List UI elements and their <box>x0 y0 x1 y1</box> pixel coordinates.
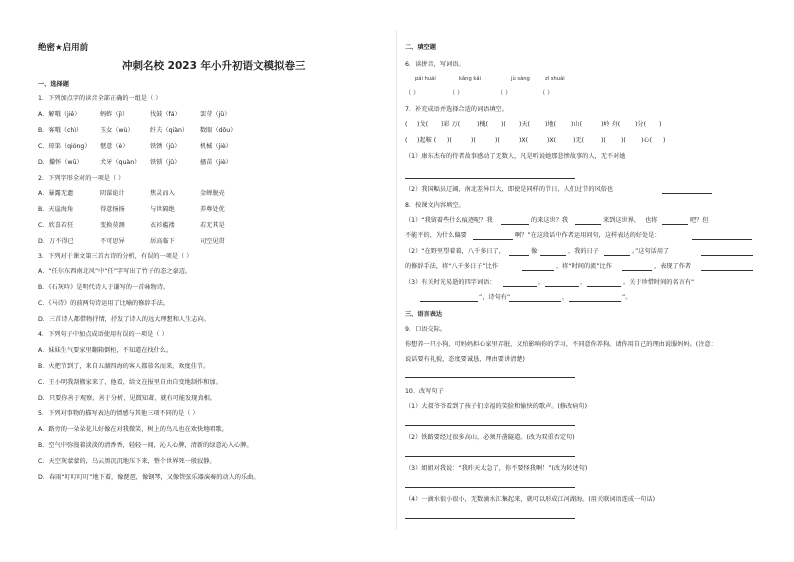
q8-sub-3a: （3）有关时光易逝的四字词语： <box>405 279 496 286</box>
answer-line[interactable] <box>604 255 630 256</box>
answer-line[interactable] <box>405 178 575 179</box>
q8-sub-2b: 像 <box>531 248 538 255</box>
q8-sub-3b: ， <box>538 279 545 286</box>
q1-option-a-2: 蚂蚱（jì） <box>100 111 129 118</box>
q1-option-d-4: 搔苗（jiè） <box>200 159 232 166</box>
answer-line[interactable] <box>503 286 537 287</box>
answer-line[interactable] <box>473 239 513 240</box>
answer-line[interactable] <box>405 518 575 519</box>
q8-sub-1g: 啊？”在这段话中作者运用问句，这样表达的好处是： <box>515 232 661 239</box>
q1-option-d-1: D．攥怀（wū） <box>38 159 83 166</box>
idiom-cell: )天( <box>519 121 531 128</box>
answer-line[interactable] <box>662 224 688 225</box>
q8-sub-1c: 来到这世界， <box>603 217 641 224</box>
question-3: 3．下列对于课文第三首古诗的分析，有误的一项是（ ） <box>38 253 193 260</box>
idiom-cell: )( <box>471 137 476 144</box>
q2-option-c-2: 变换莫测 <box>100 222 125 229</box>
idiom-cell: )( <box>501 121 506 128</box>
q1-option-c-2: 惬意（è） <box>100 143 129 150</box>
question-9: 9．口语交际。 <box>405 326 447 333</box>
q2-option-d-1: D．万不得已 <box>38 238 74 245</box>
q1-option-a-1: A．解哦（jiě） <box>38 111 81 118</box>
q4-option-c: C．王小明我刮搬家来了，他看，给文在报里自由自变地制作和加。 <box>38 379 222 386</box>
section-heading-choice: 一、选择题 <box>38 81 69 88</box>
q2-option-c-4: 若无其是 <box>200 222 225 229</box>
q8-sub-1d: 也将 <box>645 217 658 224</box>
idiom-cell: )戈( <box>417 121 429 128</box>
answer-line[interactable] <box>509 301 561 302</box>
idiom-cell: )X( <box>547 137 557 144</box>
q8-sub-2f: ，将“时间的流”比作 <box>556 263 612 270</box>
q5-option-d: D．春雨“叮叮叮叮”地下着，像琵琶，像钢琴，又像管弦乐器演奏的动人的乐曲。 <box>38 474 260 481</box>
q5-option-a: A．路旁的一朵朵花儿好像在对我微笑，树上的鸟儿也在欢快地唱歌。 <box>38 426 228 433</box>
q8-sub-1f: 不能平的，为什么偏要 <box>405 232 467 239</box>
question-1: 1．下列加点字的读音全部正确的一组是（ ） <box>38 95 162 102</box>
q1-option-b-3: 纤夫（qiàn） <box>150 127 189 134</box>
q9-text-2: 说话要有礼貌，态度要诚恳，理由要讲清楚) <box>405 356 525 363</box>
q10-sub-3: （3）姐姐对我说：“我昨天太急了，你不要怪我啊！”(改为转述句) <box>405 465 588 472</box>
right-page <box>397 0 794 562</box>
q2-option-d-4: 司空见贯 <box>200 238 225 245</box>
idiom-cell: )槐( <box>477 121 489 128</box>
answer-line[interactable] <box>405 425 575 426</box>
secret-mark: 绝密★启用前 <box>38 43 89 53</box>
q8-sub-3g: ”。 <box>622 294 632 301</box>
q1-option-b-2: 玉女（wù） <box>100 127 134 134</box>
question-10: 10．改写句子 <box>405 388 444 395</box>
question-4: 4．下列句子中加点成语使用有误的一项是（ ） <box>38 331 168 338</box>
q7-sub-1: （1）康东杰布的侍者故事感动了无数人，凡是听说她那悲惨故事的人，无不对她 <box>405 153 626 160</box>
answer-line[interactable] <box>420 301 478 302</box>
q2-option-a-2: 阴谋诡计 <box>100 190 125 197</box>
question-7: 7．补充成语并选择合适的词语填空。 <box>405 106 508 113</box>
q4-option-b: B．火把节到了，来自五湖四海的客人都慕名而来，欢度佳节。 <box>38 363 210 370</box>
answer-line[interactable] <box>405 377 575 378</box>
q8-sub-3d: 。关于珍惜时间的名言有“ <box>623 279 695 286</box>
q8-sub-3f: ， <box>562 294 569 301</box>
q8-sub-2g: ，表现了作者 <box>654 263 692 270</box>
q1-option-c-1: C．琼渠（qióng） <box>38 143 91 150</box>
q8-sub-2d: 。”这句话用了 <box>632 248 670 255</box>
q3-option-d: D．三首诗人都借物抒情，抒发了诗人的远大理想和人生志向。 <box>38 316 210 323</box>
q3-option-b: B．《石灰吟》是明代诗人于谦写的一首咏物诗。 <box>38 284 170 291</box>
q8-sub-3e: ”，诗句有“ <box>479 294 511 301</box>
pinyin-1: pái huái <box>415 76 436 82</box>
pinyin-blank-3[interactable]: （ ） <box>497 90 512 97</box>
q2-option-b-2: 得意扬扬 <box>100 206 125 213</box>
answer-line[interactable] <box>509 255 529 256</box>
q2-option-b-3: 与世隔绝 <box>150 206 175 213</box>
answer-line[interactable] <box>540 255 566 256</box>
q1-option-c-4: 机械（jiè） <box>200 143 232 150</box>
page-title: 冲刺名校 2023 年小升初语文模拟卷三 <box>122 60 306 72</box>
question-8: 8．按课文内容填空。 <box>405 202 465 209</box>
section-heading-expression: 三、语言表达 <box>405 311 443 318</box>
idiom-cell: )( <box>495 137 500 144</box>
answer-line[interactable] <box>662 193 712 194</box>
q5-option-c: C．天空灰蒙蒙的，乌云黑沉沉地压下来，整个世界死一般寂静。 <box>38 458 216 465</box>
idiom-cell: )( <box>601 137 606 144</box>
idiom-cell: )无( <box>573 137 585 144</box>
idiom-cell: )地( <box>545 121 557 128</box>
pinyin-4: zì shuài <box>545 76 565 82</box>
idiom-cell: ) <box>659 121 662 128</box>
q8-sub-2c: ，我的日子 <box>568 248 599 255</box>
q8-sub-1a: （1）“我留着些什么痕迹呢？我 <box>405 217 493 224</box>
answer-line[interactable] <box>569 301 621 302</box>
idiom-cell: )心( <box>641 137 653 144</box>
idiom-cell: ( <box>405 121 408 128</box>
q1-option-d-2: 犬牙（quàn） <box>100 159 141 166</box>
pinyin-blank-1[interactable]: （ ） <box>405 90 420 97</box>
answer-line[interactable] <box>405 487 575 488</box>
answer-line[interactable] <box>575 224 601 225</box>
pinyin-3: jù sàng <box>511 76 530 82</box>
idiom-cell: )( <box>447 137 452 144</box>
pinyin-blank-2[interactable]: （ ） <box>449 90 464 97</box>
q8-sub-2a: （2）“在野里望着着，八千多日了， <box>405 248 505 255</box>
answer-line[interactable] <box>587 286 621 287</box>
q2-option-d-3: 居高临下 <box>150 238 175 245</box>
q4-option-d: D．只要你善于观察，善于分析，见微知著，就有可能发现真相。 <box>38 395 217 402</box>
q2-option-c-1: C．欣喜若狂 <box>38 222 74 229</box>
idiom-cell: ( <box>405 137 408 144</box>
idiom-cell: ) <box>663 137 666 144</box>
answer-line[interactable] <box>522 270 554 271</box>
answer-line[interactable] <box>701 270 753 271</box>
q2-option-b-4: 养尊处优 <box>200 206 225 213</box>
section-heading-fill: 二、填空题 <box>405 44 436 51</box>
q8-sub-2e: 的修辞手法，将“八千多日子”比作 <box>405 263 499 270</box>
q9-text-1: 你想养一只小狗，可妈妈担心家里弄脏，又怕影响你的学习，不同意你养狗。请你用自己的理由说服妈妈。(注意： <box>405 341 717 348</box>
q5-option-b: B．空气中弥漫着淡淡的清香香，轻轻一闻，沁人心脾，清新的绿意沁入心脾。 <box>38 442 253 449</box>
answer-line[interactable] <box>405 456 575 457</box>
idiom-cell: )X( <box>519 137 529 144</box>
q7-sub-2: （2）我国幅员辽阔，南北差异巨大，即使是同样的节日，人们过节的风俗也 <box>405 186 614 193</box>
q1-option-a-4: 罢芽（jǔ） <box>200 111 231 118</box>
q10-sub-2: （2）铁路要经过很多高山，必须开凿隧道。(改为双重否定句) <box>405 434 575 441</box>
idiom-cell: )岭 舟( <box>601 121 621 128</box>
q3-option-a: A．“任尔东西南北风”中“任”字写出了竹子的态之豪迈。 <box>38 268 192 275</box>
question-6: 6．读拼音，写词语。 <box>405 61 465 68</box>
q2-option-d-2: 不可思异 <box>100 238 125 245</box>
answer-line[interactable] <box>545 286 579 287</box>
q8-sub-3c: ， <box>580 279 587 286</box>
q8-sub-1b: 的来这世？我 <box>531 217 569 224</box>
q3-option-c: C．《马诗》的前两句诗运用了比喻的修辞手法。 <box>38 300 170 307</box>
pinyin-2: kǎng kǎi <box>459 76 482 82</box>
idiom-cell: )分( <box>635 121 647 128</box>
pinyin-blank-4[interactable]: （ ） <box>539 90 554 97</box>
idiom-cell: )( <box>621 137 626 144</box>
q1-option-b-1: B．客哦（chì） <box>38 127 83 134</box>
answer-line[interactable] <box>622 270 652 271</box>
q8-sub-1e: 吧？但 <box>690 217 709 224</box>
q1-option-d-3: 铁锁（jǔ） <box>150 159 181 166</box>
idiom-cell: )山( <box>571 121 583 128</box>
idiom-cell: )起鞍 ( <box>417 137 437 144</box>
q2-option-a-3: 焦灵而入 <box>150 190 175 197</box>
q1-option-c-3: 铁锈（jǔ） <box>150 143 181 150</box>
q2-option-b-1: B．天崖海角 <box>38 206 74 213</box>
question-5: 5．下列对事物的描写表达的情感与其他三项不同的是（ ） <box>38 410 199 417</box>
q10-sub-1: （1）大叔爷爷看到了孩子们幸福的笑脸和愉快的歌声。(修改病句) <box>405 403 588 410</box>
q10-sub-4: （4）一滴水很小很小，无数滴水汇集起来，就可以形成江河湖海。(用关联词语连成一句话) <box>405 496 656 503</box>
question-2: 2．下列字形全对的一项是（ ） <box>38 175 125 182</box>
q2-option-a-4: 金蝉脱壳 <box>200 190 225 197</box>
q2-option-a-1: A．暴露无遗 <box>38 190 74 197</box>
q1-option-a-3: 伐鼓（fá） <box>150 111 181 118</box>
q2-option-c-3: 衣衫褴褛 <box>150 222 175 229</box>
q4-option-a: A．妹妹生气要家里翻箱倒柜，不知道在找什么。 <box>38 347 173 354</box>
idiom-cell: )彩 万( <box>441 121 461 128</box>
answer-line[interactable] <box>701 255 753 256</box>
answer-line[interactable] <box>501 224 529 225</box>
q1-option-b-4: 数眼（dōu） <box>200 127 237 134</box>
answer-line[interactable] <box>692 239 752 240</box>
